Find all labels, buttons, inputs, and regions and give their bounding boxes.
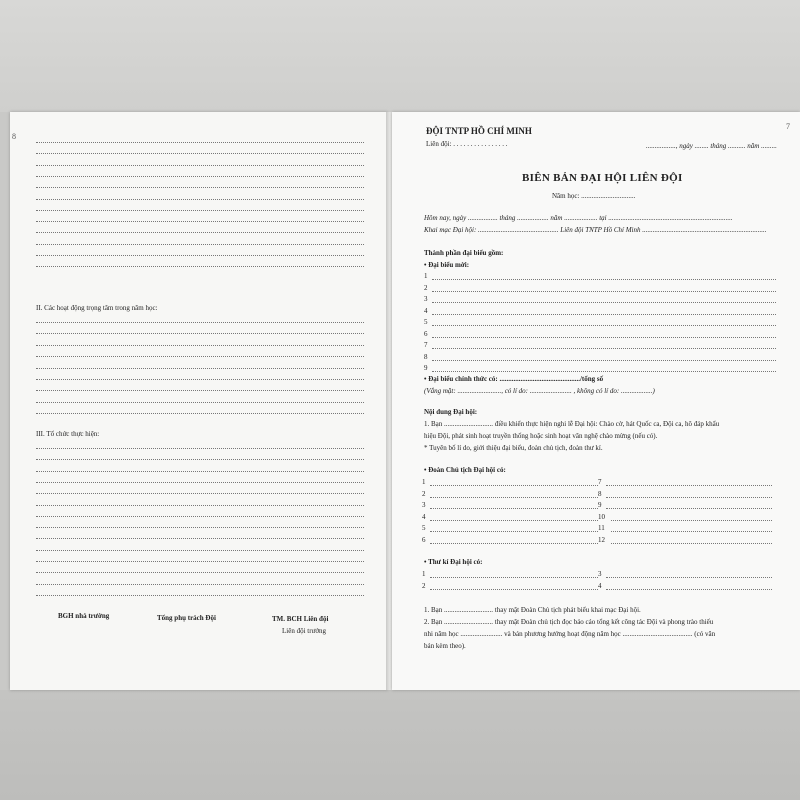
list-number: 1: [424, 272, 428, 280]
list-number: 7: [598, 478, 602, 486]
fill-line: [430, 577, 598, 578]
fill-line: [606, 485, 772, 486]
list-number: 8: [598, 489, 602, 498]
secretary-heading: • Thư kí Đại hội có:: [424, 558, 483, 566]
dotted-line: [36, 322, 364, 323]
content-paragraph-1: 1. Bạn ............................ điều khiển thực hiện nghi lễ Đại hội: Chào cờ, hát Quốc ca, Đội ca, hô đáp khẩu: [424, 420, 720, 428]
fill-line: [430, 497, 598, 498]
item-1: 1. Bạn ............................ thay mặt Đoàn Chủ tịch phát biểu khai mạc Đại hội.: [424, 606, 641, 614]
presidium-heading: • Đoàn Chủ tịch Đại hội có:: [424, 466, 506, 474]
dotted-line: [36, 448, 364, 449]
list-number: 7: [424, 341, 428, 349]
dotted-line: [36, 221, 364, 222]
fill-line: [611, 543, 772, 544]
item-2b: nhi năm học ........................ và bản phương hướng hoạt động năm học ........................................ (có văn: [424, 630, 716, 638]
list-number: 9: [598, 501, 602, 509]
invited-heading: • Đại biểu mời:: [424, 261, 470, 269]
dotted-line: [36, 527, 364, 528]
list-number: 2: [422, 581, 426, 590]
fill-line: [432, 371, 776, 372]
dotted-line: [36, 232, 364, 233]
fill-line: [611, 531, 772, 532]
section-2-heading: II. Các hoạt động trọng tâm trong năm học:: [36, 304, 158, 312]
dotted-line: [36, 595, 364, 596]
fill-line: [432, 360, 776, 361]
fill-line: [606, 508, 772, 509]
dotted-line: [36, 505, 364, 506]
fill-line: [432, 279, 776, 280]
item-2: 2. Bạn ............................ thay mặt Đoàn chủ tịch đọc báo cáo tổng kết công tác Đội và phong trào thiếu: [424, 618, 714, 626]
dotted-line: [36, 493, 364, 494]
dotted-line: [36, 176, 364, 177]
fill-line: [432, 302, 776, 303]
content-heading: Nội dung Đại hội:: [424, 408, 478, 416]
list-number: 2: [424, 283, 428, 292]
dotted-line: [36, 345, 364, 346]
fill-line: [611, 520, 772, 521]
signature-committee: TM. BCH Liên đội: [272, 615, 329, 623]
dotted-line: [36, 390, 364, 391]
dotted-line: [36, 584, 364, 585]
content-paragraph-1c: * Tuyên bố lí do, giới thiệu đại biểu, đoàn chủ tịch, đoàn thư kí.: [424, 444, 603, 452]
fill-line: [430, 520, 598, 521]
list-number: 6: [422, 535, 426, 544]
fill-line: [432, 314, 776, 315]
page-number-left: 8: [12, 132, 16, 141]
dotted-line: [36, 187, 364, 188]
fill-line: [606, 577, 772, 578]
list-number: 1: [422, 570, 426, 578]
section-3-heading: III. Tổ chức thực hiện:: [36, 430, 100, 438]
dotted-line: [36, 471, 364, 472]
dotted-line: [36, 266, 364, 267]
school-year-line: Năm học: ...............................: [552, 192, 636, 200]
left-page: [10, 112, 388, 690]
fill-line: [432, 348, 776, 349]
dotted-line: [36, 255, 364, 256]
dotted-line: [36, 153, 364, 154]
list-number: 1: [422, 478, 426, 486]
dotted-line: [36, 538, 364, 539]
dotted-line: [36, 550, 364, 551]
dotted-line: [36, 356, 364, 357]
official-line: • Đại biểu chính thức có: ............................................../tổng số: [424, 375, 604, 383]
dotted-line: [36, 244, 364, 245]
content-paragraph-1b: hiệu Đội, phát sinh hoạt truyền thống hoặc sinh hoạt văn nghệ chào mừng (nếu có).: [424, 432, 658, 440]
list-number: 5: [422, 524, 426, 532]
item-2c: bản kèm theo).: [424, 642, 466, 650]
list-number: 8: [424, 352, 428, 361]
signature-general-leader: Tổng phụ trách Đội: [157, 614, 216, 622]
signature-committee-role: Liên đội trưởng: [282, 627, 327, 635]
list-number: 12: [598, 535, 605, 544]
signature-school-board: BGH nhà trường: [58, 612, 110, 620]
date-line: ................., ngày ........ tháng .......... năm .........: [646, 142, 777, 150]
dotted-line: [36, 561, 364, 562]
list-number: 11: [598, 524, 605, 532]
dotted-line: [36, 142, 364, 143]
fill-line: [606, 497, 772, 498]
fill-line: [432, 337, 776, 338]
dotted-line: [36, 482, 364, 483]
fill-line: [430, 508, 598, 509]
dotted-line: [36, 402, 364, 403]
absent-line: (Vắng mặt: ........................., có lí do: ........................ , không có lí do: ..................): [424, 387, 655, 395]
document-title: BIÊN BẢN ĐẠI HỘI LIÊN ĐỘI: [522, 172, 683, 184]
list-number: 2: [422, 489, 426, 498]
dotted-line: [36, 210, 364, 211]
fill-line: [432, 325, 776, 326]
list-number: 4: [424, 306, 428, 315]
page-number-right: 7: [786, 122, 790, 131]
background-top: [0, 0, 800, 112]
composition-heading: Thành phần đại biểu gồm:: [424, 249, 504, 257]
dotted-line: [36, 413, 364, 414]
dotted-line: [36, 165, 364, 166]
opening-line: Khai mạc Đại hội: .............................................. Liên đội TNTP Hồ Chí Minh .......................................................................: [424, 226, 767, 234]
list-number: 3: [424, 295, 428, 303]
list-number: 3: [422, 501, 426, 509]
list-number: 9: [424, 364, 428, 372]
fill-line: [430, 589, 598, 590]
background-bottom: [0, 690, 800, 800]
list-number: 3: [598, 570, 602, 578]
list-number: 5: [424, 318, 428, 326]
dotted-line: [36, 379, 364, 380]
right-page: [392, 112, 800, 690]
fill-line: [430, 531, 598, 532]
fill-line: [432, 291, 776, 292]
lien-doi-line: Liên đội: . . . . . . . . . . . . . . . .: [426, 140, 508, 148]
dotted-line: [36, 333, 364, 334]
dotted-line: [36, 516, 364, 517]
dotted-line: [36, 459, 364, 460]
fill-line: [430, 485, 598, 486]
dotted-line: [36, 199, 364, 200]
list-number: 6: [424, 329, 428, 338]
org-name: ĐỘI TNTP HỒ CHÍ MINH: [426, 126, 532, 136]
list-number: 4: [422, 512, 426, 521]
dotted-line: [36, 368, 364, 369]
list-number: 4: [598, 581, 602, 590]
fill-line: [606, 589, 772, 590]
today-line: Hôm nay, ngày ................. tháng .................. năm ................... tại .......................................................................: [424, 214, 733, 222]
list-number: 10: [598, 512, 605, 521]
fill-line: [430, 543, 598, 544]
dotted-line: [36, 572, 364, 573]
